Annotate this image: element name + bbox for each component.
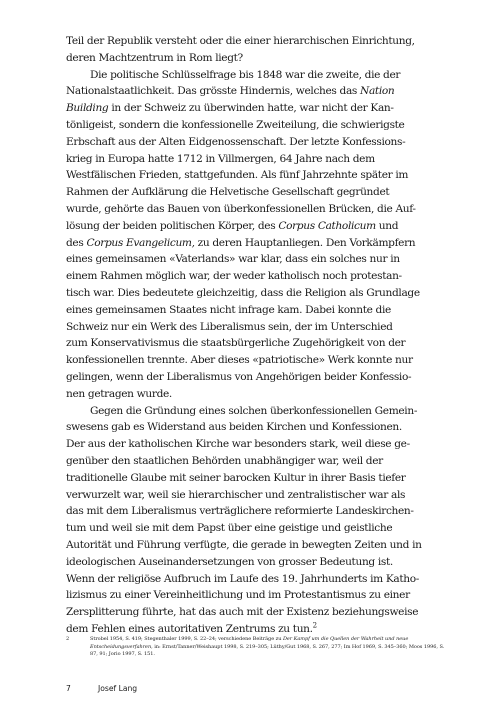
text-segment: Zersplitterung führte, hat das auch mit der Existenz beziehungsweise [66, 606, 419, 619]
text-segment: traditionelle Glaube mit seiner barocken Kultur in ihrer Basis tiefer [66, 471, 406, 484]
text-segment: tisch war. Dies bedeutete gleichzeitig, dass die Religion als Grundlage [66, 286, 420, 299]
text-segment: ideologischen Auseinandersetzungen von grosser Bedeutung ist. [66, 555, 393, 568]
text-segment: tum und weil sie mit dem Papst über eine geistige und geistliche [66, 522, 393, 535]
text-segment: swesens gab es Widerstand aus beiden Kirchen und Konfessionen. [66, 421, 402, 434]
text-segment: Der aus der katholischen Kirche war besonders stark, weil diese ge- [66, 438, 410, 451]
paragraph [66, 67, 442, 403]
text-segment: Nationalstaatlichkeit. Das grösste Hindernis, welches das [66, 85, 361, 98]
text-segment: deren Machtzentrum in Rom liegt? [66, 51, 243, 64]
text-segment: Schweiz nur ein Werk des Liberalismus sein, der im Unterschied [66, 320, 393, 333]
text-segment: Wenn der religiöse Aufbruch im Laufe des 19. Jahrhunderts im Katho- [66, 572, 420, 585]
footnote-italic: Der Kampf um die Quellen der Wahrheit und neue Entscheidungsverfahren [90, 636, 409, 650]
footnote-ref: 2 [312, 621, 317, 630]
main-text [66, 33, 442, 638]
text-segment: Autorität und Führung verfügte, die gerade in bewegten Zeiten und in [66, 538, 422, 551]
text-segment: verwurzelt war, weil sie hierarchischer und zentralistischer war als [66, 488, 406, 501]
footnote-number: 2 [66, 636, 70, 642]
text-segment: wurde, gehörte das Bauen von überkonfessionellen Brücken, die Auf- [66, 202, 416, 215]
running-author: Josef Lang [98, 684, 138, 693]
text-segment: Rahmen der Aufklärung die Helvetische Gesellschaft gegründet [66, 186, 390, 199]
text-segment: zum Konservativismus die staatsbürgerliche Zugehörigkeit von der [66, 337, 406, 350]
text-segment: konfessionellen trennte. Aber dieses «patriotische» Werk konnte nur [66, 354, 413, 367]
text-segment: das mit dem Liberalismus verträglichere reformierte Landeskirchen- [66, 505, 414, 518]
page-footer [66, 684, 138, 693]
paragraph [66, 403, 442, 638]
text-segment: in der Schweiz zu überwinden hatte, war nicht der Kan- [108, 102, 394, 115]
text-segment: gelingen, wenn der Liberalismus von Angehörigen beider Konfessio- [66, 370, 412, 383]
text-segment: lizismus zu einer Vereinheitlichung und im Protestantismus zu einer [66, 589, 410, 602]
paragraph [66, 33, 442, 67]
text-segment: eines gemeinsamen «Vaterlands» war klar, dass ein solches nur in [66, 253, 400, 266]
italic-text: Corpus Evangelicum, [86, 236, 195, 249]
italic-text: Nation [360, 85, 395, 98]
text-segment: und [375, 219, 399, 232]
text-segment: genüber den staatlichen Behörden unabhängiger war, weil der [66, 454, 383, 467]
text-segment: Gegen die Gründung eines solchen überkonfessionellen Gemein- [90, 404, 418, 417]
text-segment: Teil der Republik versteht oder die einer hierarchischen Einrichtung, [66, 35, 415, 47]
text-segment: eines gemeinsamen Staates nicht infrage kam. Dabei konnte die [66, 303, 391, 316]
text-segment: lösung der beiden politischen Körper, des [66, 219, 279, 232]
footnote-text: Strobel 1954, S. 419; Stegenthaler 1999, S. 22–24; verschiedene Beiträge zu [90, 636, 283, 642]
text-segment: des [66, 236, 87, 249]
page-number: 7 [66, 684, 71, 693]
text-segment: Erbschaft aus der Alten Eidgenossenschaft. Der letzte Konfessions- [66, 135, 406, 148]
text-segment: zu deren Hauptanliegen. Den Vorkämpfern [194, 236, 416, 249]
footnote [66, 636, 446, 659]
text-segment: einem Rahmen möglich war, der weder katholisch noch protestan- [66, 270, 402, 283]
footnote-text: , in: Ernst/Tanner/Weishaupt 1998, S. 219–305; Lüthy/Gut 1968, S. 267, 277; Im Hof 1969, S. 345–360; Moos 1996, S. 87, 91; Jorio 1997, S. 151. [90, 643, 445, 658]
text-segment: krieg in Europa hatte 1712 in Villmergen, 64 Jahre nach dem [66, 152, 375, 165]
italic-text: Building [66, 102, 109, 115]
text-segment: nen getragen wurde. [66, 387, 172, 400]
footnote-body [90, 636, 444, 657]
italic-text: Corpus Catholicum [278, 219, 376, 232]
text-segment: tönligeist, sondern die konfessionelle Zweiteilung, die schwierigste [66, 118, 405, 131]
text-segment: Westfälischen Frieden, stattgefunden. Als fünf Jahrzehnte später im [66, 169, 409, 182]
text-segment: Die politische Schlüsselfrage bis 1848 war die zweite, die der [90, 68, 401, 81]
text-segment: dem Fehlen eines autoritativen Zentrums zu tun. [66, 622, 313, 635]
